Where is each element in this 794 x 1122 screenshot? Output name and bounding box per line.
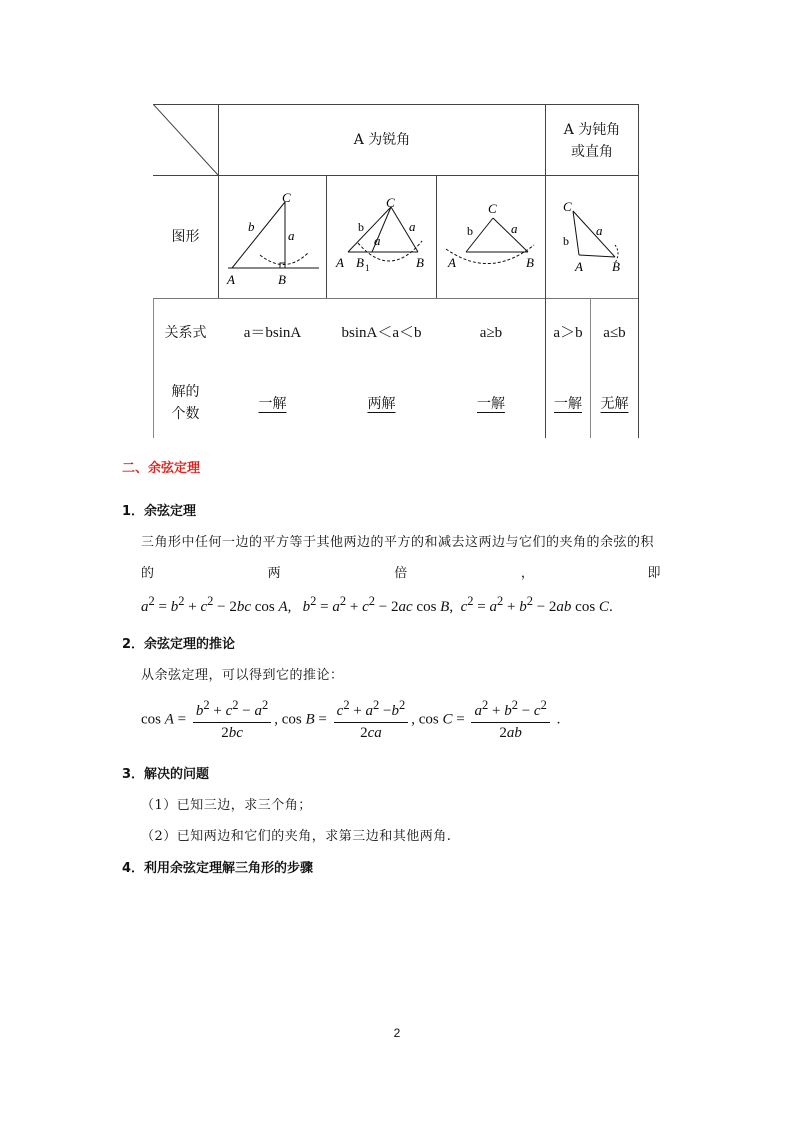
f4-label-B: B: [612, 259, 620, 274]
sub1-line2-part: 的: [141, 566, 155, 581]
sub1-line2-part: ，: [520, 566, 535, 581]
f2-label-a-right: a: [409, 219, 416, 234]
f4-label-A: A: [575, 259, 583, 274]
relation-5: a≤b: [603, 325, 626, 341]
f1-label-C: C: [282, 190, 291, 205]
f1-label-b: b: [248, 219, 255, 234]
sub3-item-2: （2）已知两边和它们的夹角，求第三边和其他两角.: [141, 829, 452, 844]
solutions-4: 一解: [554, 396, 582, 412]
f2-label-C: C: [386, 195, 395, 210]
figure-obtuse: [549, 185, 637, 290]
row-label-figure: 图形: [171, 229, 200, 245]
solutions-1: 一解: [258, 396, 287, 412]
sub4-title: 4．利用余弦定理解三角形的步骤: [122, 861, 314, 876]
section-title: 二、余弦定理: [122, 461, 201, 476]
solutions-2: 两解: [367, 396, 396, 412]
solutions-3: 一解: [477, 396, 505, 412]
sub1-title: 1．余弦定理: [122, 504, 197, 519]
sub3-item-1: （1）已知三边，求三个角；: [141, 798, 312, 813]
figure-two-solutions: [330, 185, 434, 290]
f2-label-A: A: [336, 255, 344, 270]
row-label-solutions-1: 解的: [171, 384, 200, 400]
f1-label-a: a: [288, 228, 295, 243]
f2-label-b: b: [358, 220, 364, 234]
f4-label-a: a: [596, 223, 603, 238]
header-acute: A 为锐角: [353, 132, 411, 148]
figure-a-geq-b: [440, 185, 544, 290]
sub1-text-line1: 三角形中任何一边的平方等于其他两边的平方的和减去这两边与它们的夹角的余弦的积: [141, 535, 655, 550]
law-of-cosines-formulas: $a^2 = b^2 + c^2 - 2bc$ cos A, $b^2 = a^2 + c^2 - 2ac$ cos B, $c^2 = a^2 + b^2 - 2ab$ cos C.: [141, 594, 613, 615]
relation-4: a＞b: [553, 325, 583, 341]
sub3-title: 3．解决的问题: [122, 767, 210, 782]
f1-label-B: B: [278, 272, 286, 287]
solutions-table: [0, 0, 794, 450]
corner-diagonal: [153, 104, 219, 176]
f2-label-B: B: [416, 255, 424, 270]
f4-label-C: C: [563, 199, 572, 214]
f2-label-sub1: 1: [365, 263, 370, 273]
f3-label-a: a: [511, 221, 518, 236]
f3-label-C: C: [488, 201, 497, 216]
f3-label-B: B: [526, 255, 534, 270]
figure-right-triangle: [222, 185, 322, 290]
law-of-cosines-corollary: cos A = $\frac{b^2 + c^2 - a^2}{2bc}$ , cos B = $\frac{c^2 + a^2 -b^2}{2ca}$ , cos C = $\frac{a^2 + b^2 - c^2}{2ab}$ .: [141, 698, 561, 741]
sub1-line2-part: 两: [267, 566, 282, 581]
f1-label-A: A: [227, 272, 235, 287]
solutions-5: 无解: [600, 396, 629, 412]
f2-label-a-inner: a: [374, 233, 381, 248]
row-label-solutions-2: 个数: [171, 406, 200, 422]
sub2-title: 2．余弦定理的推论: [122, 637, 236, 652]
f2-label-B1: B: [356, 255, 364, 270]
page-number: 2: [393, 1026, 401, 1040]
header-obtuse-line2: 或直角: [571, 144, 613, 160]
relation-2: bsinA＜a＜b: [341, 325, 422, 341]
sub1-line2-part: 即: [647, 566, 661, 581]
f4-label-b: b: [563, 234, 569, 248]
sub1-text-line2: [141, 562, 661, 581]
header-obtuse-line1: A 为钝角: [563, 122, 621, 138]
relation-3: a≥b: [479, 325, 503, 341]
sub1-line2-part: 倍: [394, 566, 408, 581]
row-label-relation: 关系式: [164, 325, 207, 341]
f3-label-A: A: [448, 255, 456, 270]
f3-label-b: b: [467, 224, 473, 238]
sub2-text: 从余弦定理，可以得到它的推论：: [141, 668, 344, 683]
relation-1: a＝bsinA: [243, 325, 302, 341]
